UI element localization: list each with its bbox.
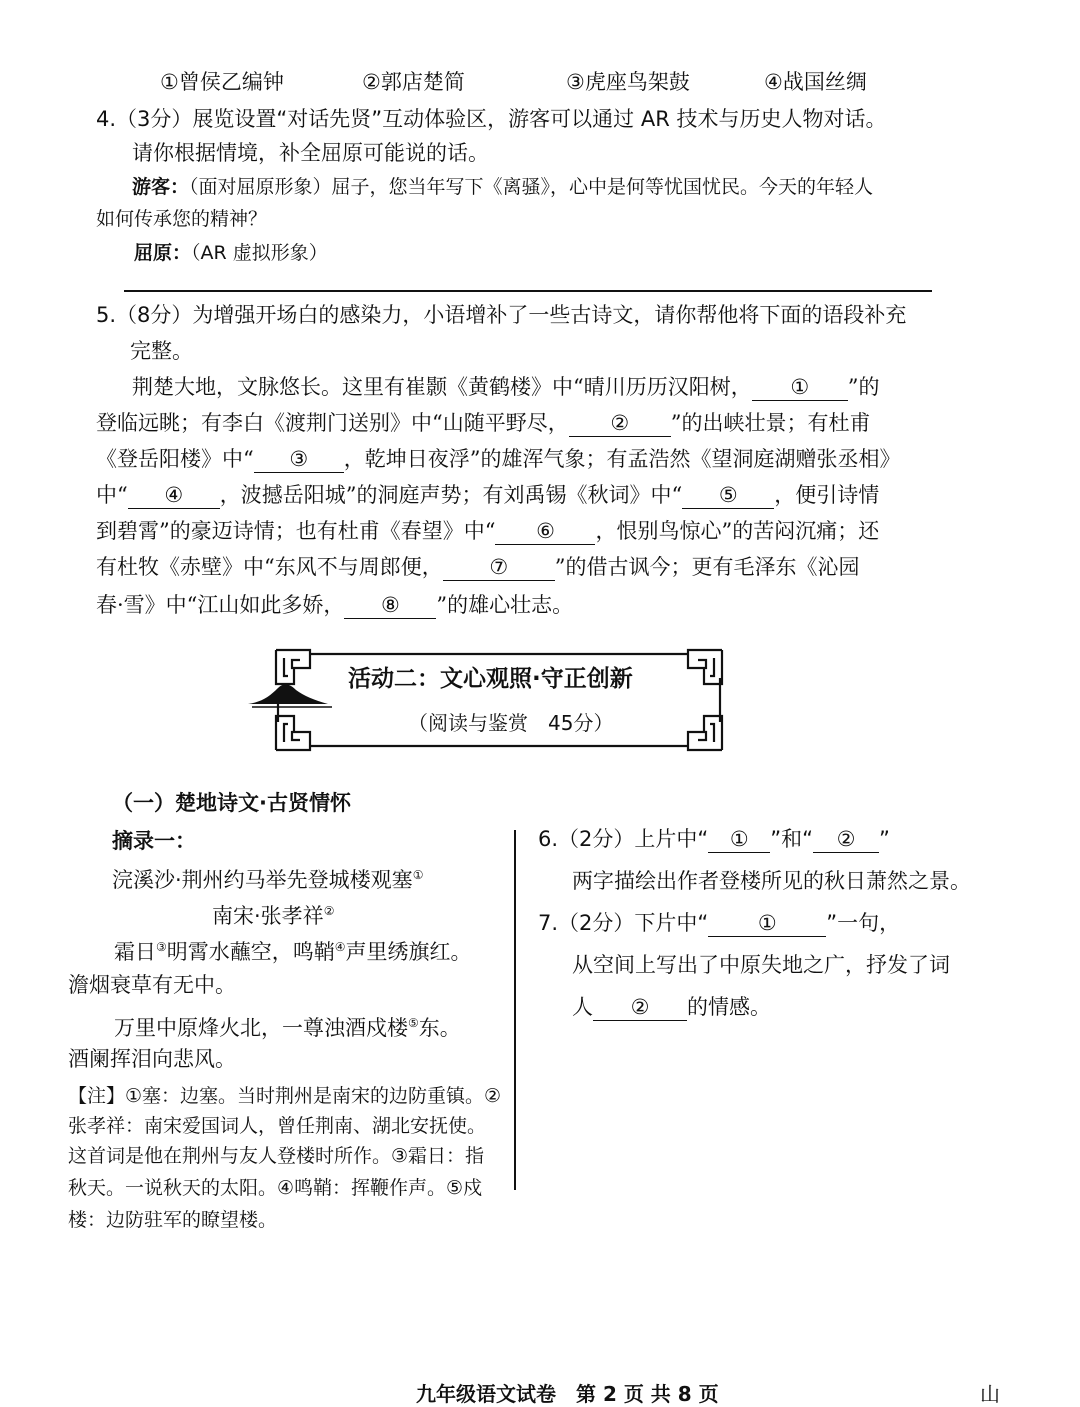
footnote-mark: ② (323, 904, 335, 918)
note-line-2: 张孝祥：南宋爱国词人，曾任荆南、湖北安抚使。 (68, 1115, 487, 1137)
q5-text: 有杜牧《赤壁》中“东风不与周郎便， (96, 555, 443, 579)
q5-text: ，恨别鸟惊心”的苦闷沉痛；还 (595, 519, 880, 543)
q5-text: 荆楚大地，文脉悠长。这里有崔颢《黄鹤楼》中“晴川历历汉阳树， (132, 375, 752, 399)
q5-para-line1 (132, 372, 879, 402)
q7-line2: 从空间上写出了中原失地之广，抒发了词 (572, 953, 950, 977)
section-heading: （一）楚地诗文·古贤情怀 (112, 791, 351, 815)
q5-line2: 完整。 (130, 339, 193, 363)
poem-author (212, 896, 334, 931)
poem-text: 明霄水蘸空，鸣鞘 (166, 940, 335, 964)
q4-visitor (132, 172, 873, 202)
q5-blank-8[interactable]: ⑧ (344, 592, 436, 619)
poem-title (112, 860, 423, 895)
footnote-mark: ④ (334, 940, 346, 954)
note-line-5: 楼：边防驻军的瞭望楼。 (68, 1209, 278, 1231)
q5-text: 中“ (96, 483, 128, 507)
quyuan-label: 屈原： (134, 242, 192, 264)
visitor-text: （面对屈原形象）屈子，您当年写下《离骚》，心中是何等忧国忧民。今天的年轻人 (189, 176, 874, 198)
q4-line2: 请你根据情境，补全屈原可能说的话。 (132, 141, 489, 165)
footnote-mark: ⑤ (408, 1016, 419, 1030)
q5-text: ，便引诗情 (774, 483, 880, 507)
q5-blank-4[interactable]: ④ (128, 482, 220, 509)
column-divider (514, 830, 516, 1190)
quyuan-text: （AR 虚拟形象） (191, 242, 328, 264)
q4-answer-line[interactable] (124, 290, 932, 292)
q5-text: 春·雪》中“江山如此多娇， (96, 593, 345, 617)
poem-text: 声里绣旗红。 (345, 940, 472, 964)
option-1: ①曾侯乙编钟 (160, 70, 284, 94)
q6-blank-1[interactable]: ① (708, 826, 770, 853)
poem-author-text: 南宋·张孝祥 (212, 904, 324, 928)
q5-para-line6 (96, 552, 859, 582)
option-3: ③虎座鸟架鼓 (566, 70, 690, 94)
q7-text: 7.（2分）下片中“ (538, 911, 709, 935)
poem-line-2: 澹烟衰草有无中。 (68, 973, 236, 997)
poem-text: 万里中原烽火北，一尊浊酒戍楼 (114, 1016, 408, 1040)
q5-text: ，波撼岳阳城”的洞庭声势；有刘禹锡《秋词》中“ (219, 483, 683, 507)
q4-line1: 4.（3分）展览设置“对话先贤”互动体验区，游客可以通过 AR 技术与历史人物对话。 (96, 107, 887, 131)
note-line-4: 秋天。一说秋天的太阳。④鸣鞘：挥鞭作声。⑤戍 (68, 1177, 483, 1199)
q5-para-line7 (96, 590, 573, 620)
q5-blank-1[interactable]: ① (752, 374, 848, 401)
q5-text: ”的 (847, 375, 880, 399)
q4-quyuan (134, 238, 328, 268)
mountain-icon (248, 684, 328, 704)
footer-corner-mark: 山 (980, 1382, 1000, 1406)
q6-text: 6.（2分）上片中“ (538, 827, 709, 851)
q7-blank-2[interactable]: ② (593, 994, 687, 1021)
banner-title: 活动二：文心观照·守正创新 (348, 666, 633, 692)
q7-line1 (538, 908, 900, 938)
q5-line1: 5.（8分）为增强开场白的感染力，小语增补了一些古诗文，请你帮他将下面的语段补充 (96, 303, 907, 327)
poem-line-1 (114, 932, 472, 967)
excerpt-label: 摘录一： (112, 829, 196, 853)
q6-line2: 两字描绘出作者登楼所见的秋日萧然之景。 (572, 869, 971, 893)
q5-para-line5 (96, 516, 879, 546)
poem-text: 东。 (418, 1016, 461, 1040)
q6-text: ” (879, 827, 890, 851)
note-line-1: 【注】①塞：边塞。当时荆州是南宋的边防重镇。② (68, 1085, 502, 1107)
q7-text: ”一句， (826, 911, 901, 935)
q6-blank-2[interactable]: ② (813, 826, 879, 853)
q5-text: ，乾坤日夜浮”的雄浑气象；有孟浩然《望洞庭湖赠张丞相》 (343, 447, 901, 471)
q7-text: 的情感。 (687, 995, 771, 1019)
q7-text: 人 (572, 995, 593, 1019)
poem-text: 霜日 (114, 940, 156, 964)
q5-blank-3[interactable]: ③ (254, 446, 344, 473)
q5-blank-7[interactable]: ⑦ (443, 554, 555, 581)
q4-visitor-cont: 如何传承您的精神？ (96, 208, 268, 230)
q5-para-line2 (96, 408, 870, 438)
option-2: ②郭店楚简 (362, 70, 465, 94)
q5-text: 登临远眺；有李白《渡荆门送别》中“山随平野尽， (96, 411, 569, 435)
note-line-3: 这首词是他在荆州与友人登楼时所作。③霜日：指 (68, 1145, 485, 1167)
visitor-label: 游客： (132, 176, 190, 198)
q5-para-line3 (96, 444, 900, 474)
poem-title-text: 浣溪沙·荆州约马举先登城楼观塞 (112, 868, 413, 892)
footnote-mark: ① (412, 868, 424, 882)
banner-frame (248, 644, 748, 756)
q6-line1 (538, 824, 890, 854)
q7-line3 (572, 992, 771, 1022)
q5-para-line4 (96, 480, 879, 510)
option-4: ④战国丝绸 (764, 70, 867, 94)
q7-blank-1[interactable]: ① (708, 910, 826, 937)
poem-line-3 (114, 1008, 461, 1043)
q5-text: 《登岳阳楼》中“ (96, 447, 254, 471)
activity-banner (248, 644, 748, 756)
footnote-mark: ③ (156, 940, 167, 954)
page-footer: 九年级语文试卷 第 2 页 共 8 页 (416, 1382, 719, 1406)
q5-text: ”的出峡壮景；有杜甫 (670, 411, 871, 435)
poem-line-4: 酒阑挥泪向悲风。 (68, 1047, 236, 1071)
q5-text: 到碧霄”的豪迈诗情；也有杜甫《春望》中“ (96, 519, 496, 543)
q5-text: ”的借古讽今；更有毛泽东《沁园 (554, 555, 860, 579)
q5-blank-2[interactable]: ② (569, 410, 671, 437)
banner-subtitle: （阅读与鉴赏 45分） (408, 711, 614, 735)
q5-blank-5[interactable]: ⑤ (682, 482, 774, 509)
q5-blank-6[interactable]: ⑥ (495, 518, 595, 545)
q5-text: ”的雄心壮志。 (436, 593, 574, 617)
q6-text: ”和“ (770, 827, 814, 851)
